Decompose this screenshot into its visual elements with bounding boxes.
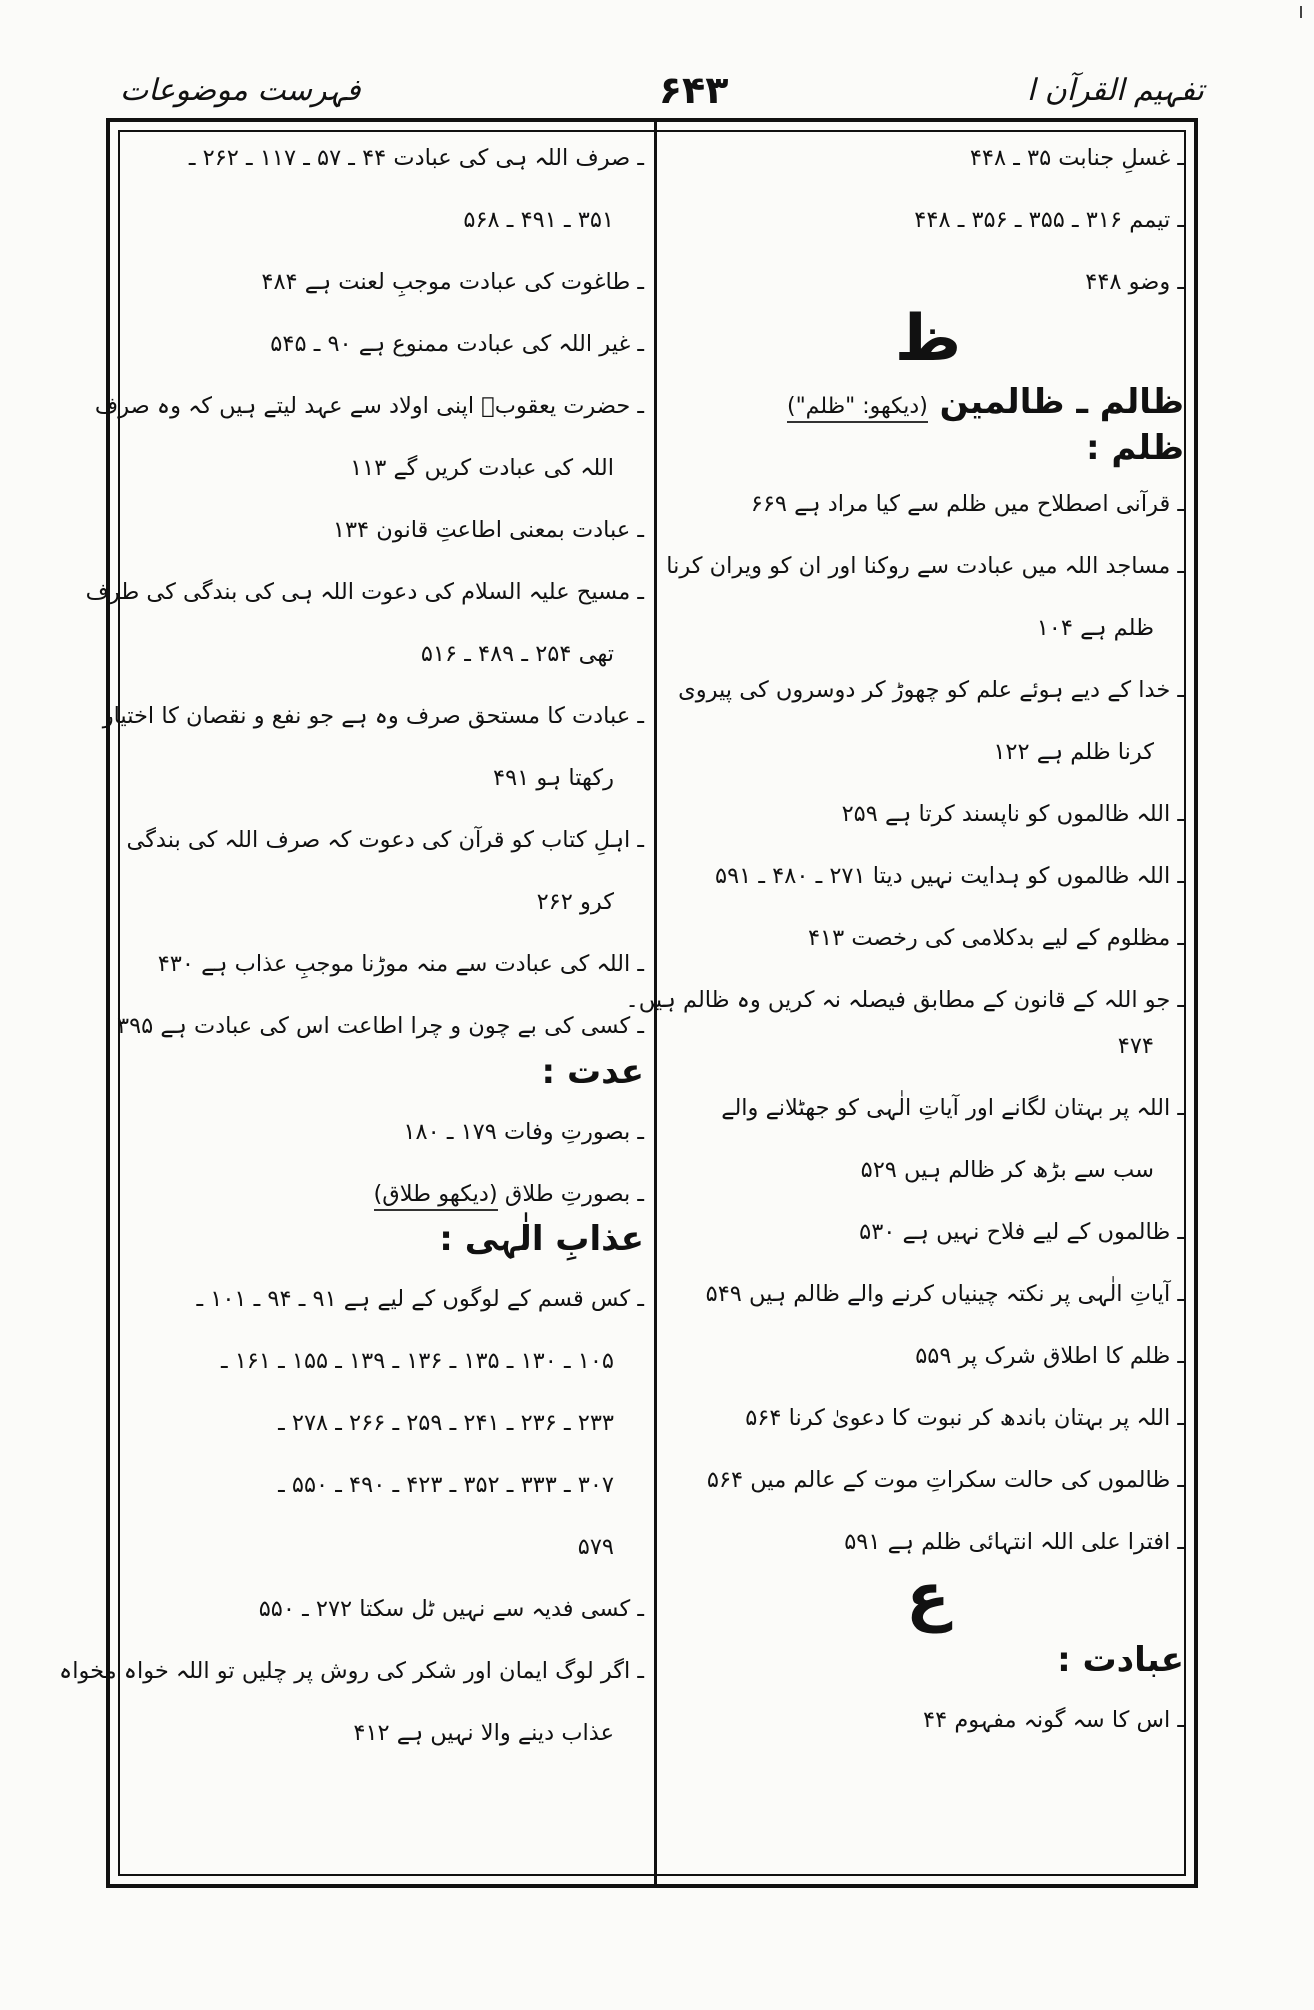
heading-zalim bbox=[672, 382, 1184, 422]
index-entry: ـ خدا کے دیے ہوئے علم کو چھوڑ کر دوسروں کی پیروی bbox=[678, 677, 1184, 703]
cross-reference: (دیکھو طلاق) bbox=[374, 1181, 498, 1211]
index-entry: ـ افترا علی اللہ انتہائی ظلم ہے ۵۹۱ bbox=[844, 1529, 1184, 1555]
index-entry: ـ کس قسم کے لوگوں کے لیے ہے ۹۱ ـ ۹۴ ـ ۱۰۱ ـ bbox=[196, 1286, 644, 1312]
index-entry: ـ حضرت یعقوبؑ اپنی اولاد سے عہد لیتے ہیں کہ وہ صرف bbox=[94, 393, 644, 419]
index-entry-continuation: عذاب دینے والا نہیں ہے ۴۱۲ bbox=[353, 1720, 614, 1746]
section-letter: ظ bbox=[894, 302, 962, 376]
index-entry: ـ مظلوم کے لیے بدکلامی کی رخصت ۴۱۳ bbox=[807, 925, 1184, 951]
index-entry-continuation: ۴۷۴ bbox=[1117, 1033, 1154, 1059]
index-entry-continuation: کرو ۲۶۲ bbox=[536, 889, 614, 915]
left-column bbox=[59, 140, 644, 1870]
index-entry: ـ ظلم کا اطلاق شرک پر ۵۵۹ bbox=[915, 1343, 1184, 1369]
index-entry: ـ تیمم ۳۱۶ ـ ۳۵۵ ـ ۳۵۶ ـ ۴۴۸ bbox=[914, 207, 1184, 233]
page-number: ۶۴۳ bbox=[658, 68, 729, 112]
page-header bbox=[120, 62, 1204, 118]
index-entry-continuation: ۵۷۹ bbox=[577, 1534, 614, 1560]
index-entry-continuation: ۲۳۳ ـ ۲۳۶ ـ ۲۴۱ ـ ۲۵۹ ـ ۲۶۶ ـ ۲۷۸ ـ bbox=[278, 1410, 614, 1436]
section-title: فہرست موضوعات bbox=[120, 72, 361, 108]
index-entry-continuation: تھی ۲۵۴ ـ ۴۸۹ ـ ۵۱۶ bbox=[420, 641, 614, 667]
scan-mark bbox=[1300, 6, 1302, 18]
index-entry: ـ اللہ ظالموں کو ہدایت نہیں دیتا ۲۷۱ ـ ۴۸۰ ـ ۵۹۱ bbox=[714, 863, 1184, 889]
index-entry: ـ طاغوت کی عبادت موجبِ لعنت ہے ۴۸۴ bbox=[261, 269, 644, 295]
right-column bbox=[625, 140, 1184, 1870]
index-entry: ـ مساجد اللہ میں عبادت سے روکنا اور ان کو ویران کرنا bbox=[666, 553, 1184, 579]
index-entry: ـ اللہ کی عبادت سے منہ موڑنا موجبِ عذاب ہے ۴۳۰ bbox=[157, 951, 644, 977]
index-entry-continuation: کرنا ظلم ہے ۱۲۲ bbox=[993, 739, 1154, 765]
heading-zulm: ظلم : bbox=[1086, 428, 1184, 468]
index-entry: ـ وضو ۴۴۸ bbox=[1085, 269, 1184, 295]
index-entry: ـ صرف اللہ ہی کی عبادت ۴۴ ـ ۵۷ ـ ۱۱۷ ـ ۲۶۲ ـ bbox=[188, 145, 644, 171]
heading-azab: عذابِ الٰہی : bbox=[439, 1219, 644, 1259]
book-title: تفہیم القرآن ا bbox=[1026, 72, 1204, 108]
index-entry: ـ عبادت بمعنی اطاعتِ قانون ۱۳۴ bbox=[332, 517, 644, 543]
heading-ibadat: عبادت : bbox=[1057, 1640, 1184, 1680]
index-entry: ـ ظالموں کے لیے فلاح نہیں ہے ۵۳۰ bbox=[859, 1219, 1184, 1245]
index-entry-continuation: رکھتا ہو ۴۹۱ bbox=[493, 765, 614, 791]
index-entry: ـ بصورتِ وفات ۱۷۹ ـ ۱۸۰ bbox=[403, 1119, 644, 1145]
index-entry: ـ عبادت کا مستحق صرف وہ ہے جو نفع و نقصان کا اختیار bbox=[102, 703, 644, 729]
index-entry-continuation: ۳۵۱ ـ ۴۹۱ ـ ۵۶۸ bbox=[463, 207, 614, 233]
index-entry: ـ اہلِ کتاب کو قرآن کی دعوت کہ صرف اللہ کی بندگی bbox=[126, 827, 644, 853]
index-entry: ـ کسی کی بے چون و چرا اطاعت اس کی عبادت ہے ۳۹۵ bbox=[117, 1013, 644, 1039]
index-entry: ـ غیر اللہ کی عبادت ممنوع ہے ۹۰ ـ ۵۴۵ bbox=[270, 331, 644, 357]
index-entry: ـ اللہ پر بہتان باندھ کر نبوت کا دعویٰ کرنا ۵۶۴ bbox=[745, 1405, 1184, 1431]
heading-text: ظالم ـ ظالمین bbox=[939, 382, 1184, 422]
index-entry-continuation: ۱۰۵ ـ ۱۳۰ ـ ۱۳۵ ـ ۱۳۶ ـ ۱۳۹ ـ ۱۵۵ ـ ۱۶۱ ـ bbox=[220, 1348, 614, 1374]
index-entry: ـ غسلِ جنابت ۳۵ ـ ۴۴۸ bbox=[969, 145, 1184, 171]
index-entry: ـ کسی فدیہ سے نہیں ٹل سکتا ۲۷۲ ـ ۵۵۰ bbox=[258, 1596, 644, 1622]
index-entry: ـ ظالموں کی حالت سکراتِ موت کے عالم میں ۵۶۴ bbox=[706, 1467, 1184, 1493]
cross-reference: (دیکھو: "ظلم") bbox=[787, 394, 928, 423]
index-entry: ـ آیاتِ الٰہی پر نکتہ چینیاں کرنے والے ظالم ہیں ۵۴۹ bbox=[705, 1281, 1184, 1307]
index-entry-text: ـ بصورتِ طلاق bbox=[504, 1181, 644, 1207]
index-entry: ـ مسیح علیہ السلام کی دعوت اللہ ہی کی بندگی کی طرف bbox=[85, 579, 644, 605]
index-entry: ـ جو اللہ کے قانون کے مطابق فیصلہ نہ کریں وہ ظالم ہیں۔ bbox=[625, 987, 1184, 1013]
index-entry: ـ اگر لوگ ایمان اور شکر کی روش پر چلیں تو اللہ خواہ مخواہ bbox=[59, 1658, 644, 1684]
index-entry: ـ اس کا سہ گونہ مفہوم ۴۴ bbox=[923, 1707, 1184, 1733]
index-entry bbox=[128, 1176, 644, 1212]
index-entry-continuation: سب سے بڑھ کر ظالم ہیں ۵۲۹ bbox=[860, 1157, 1154, 1183]
index-entry: ـ اللہ پر بہتان لگانے اور آیاتِ الٰہی کو جھٹلانے والے bbox=[721, 1095, 1184, 1121]
heading-iddat: عدت : bbox=[541, 1052, 644, 1092]
section-letter: ع bbox=[906, 1560, 950, 1634]
index-entry: ـ اللہ ظالموں کو ناپسند کرتا ہے ۲۵۹ bbox=[841, 801, 1184, 827]
index-entry-continuation: ۳۰۷ ـ ۳۳۳ ـ ۳۵۲ ـ ۴۲۳ ـ ۴۹۰ ـ ۵۵۰ ـ bbox=[278, 1472, 614, 1498]
index-entry: ـ قرآنی اصطلاح میں ظلم سے کیا مراد ہے ۶۶۹ bbox=[750, 491, 1184, 517]
index-entry-continuation: ظلم ہے ۱۰۴ bbox=[1036, 615, 1154, 641]
index-entry-continuation: اللہ کی عبادت کریں گے ۱۱۳ bbox=[350, 455, 614, 481]
